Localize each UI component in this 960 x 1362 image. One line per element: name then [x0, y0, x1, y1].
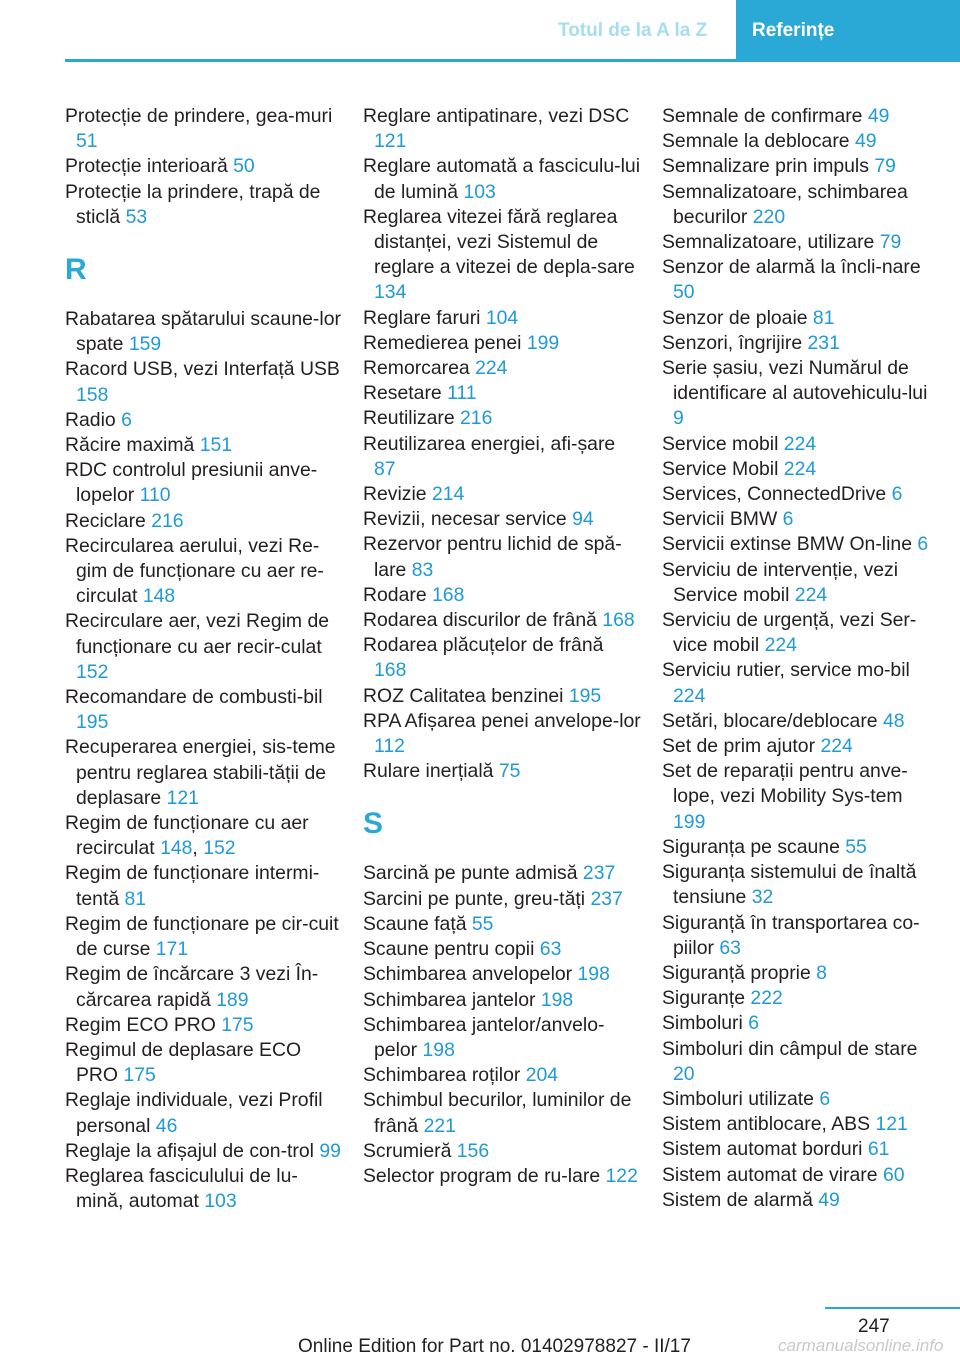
index-entry: [662, 911, 940, 961]
index-term: Remorcarea: [363, 357, 476, 380]
index-entry: [662, 709, 940, 734]
index-entry: [363, 482, 641, 507]
page-link[interactable]: 99: [319, 1139, 341, 1162]
index-entry: [662, 1037, 940, 1087]
index-term: Serviciu de intervenție, vezi Service mobil: [662, 558, 899, 606]
index-entry: [662, 759, 940, 835]
page-link[interactable]: 204: [525, 1064, 559, 1087]
index-entry: [363, 205, 641, 306]
index-entry: [363, 759, 641, 784]
index-entry: [65, 458, 343, 508]
index-entry: [363, 532, 641, 582]
index-entry: [363, 432, 641, 482]
index-term: Semnalizatoare, schimbarea becurilor: [662, 180, 908, 228]
index-term: Recomandare de combusti-bil: [65, 686, 323, 709]
index-term: Siguranța sistemului de înaltă tensiune: [662, 861, 917, 909]
index-entry: [662, 1011, 940, 1036]
index-term: Reglaje la afișajul de con-trol: [65, 1139, 320, 1162]
index-term: Regim de funcționare intermi-tentă: [65, 862, 320, 910]
page-link[interactable]: 216: [460, 407, 493, 430]
index-entry: [65, 962, 343, 1012]
index-entry: [662, 1163, 940, 1188]
page-link[interactable]: 49: [854, 130, 877, 153]
index-term: Selector program de ru-lare: [363, 1164, 606, 1187]
page-link[interactable]: 46: [155, 1114, 178, 1137]
index-entry: [65, 811, 343, 861]
index-entry: [662, 532, 940, 557]
index-term: Scrumieră: [363, 1139, 457, 1162]
index-term: Sistem automat de virare: [662, 1163, 883, 1186]
index-letter-heading: R: [65, 253, 87, 287]
index-term: Schimbarea jantelor: [363, 988, 541, 1011]
index-entry: [65, 685, 343, 735]
page-link[interactable]: 168: [374, 659, 407, 682]
index-column-2: [363, 104, 641, 1189]
footer-rule: [825, 1307, 960, 1309]
index-entry: [363, 861, 641, 886]
index-entry: [662, 961, 940, 986]
index-term: Protecție de prindere, gea-muri: [65, 105, 333, 127]
page-link[interactable]: 148: [142, 585, 176, 608]
index-term: Rodarea discurilor de frână: [363, 609, 603, 632]
page-link[interactable]: 49: [867, 105, 890, 127]
index-term: Scaune pentru copii: [363, 938, 540, 961]
section-tab[interactable]: Totul de la A la Z: [540, 0, 725, 59]
index-term: Regim ECO PRO: [65, 1013, 222, 1036]
index-term: Radio: [65, 408, 122, 431]
index-entry: [662, 306, 940, 331]
index-entry: [662, 457, 940, 482]
index-term: Protecție interioară: [65, 155, 234, 178]
page-link[interactable]: 104: [485, 306, 519, 329]
index-entry: [662, 608, 940, 658]
index-term: Schimbul becurilor, luminilor de frână: [363, 1089, 632, 1137]
page-link[interactable]: 121: [875, 1113, 908, 1136]
index-entry: [662, 1188, 940, 1213]
page-link[interactable]: 121: [374, 130, 407, 153]
index-term: Senzor de ploaie: [662, 306, 813, 329]
page-link[interactable]: 171: [155, 938, 189, 961]
page-link[interactable]: 199: [673, 810, 706, 833]
index-term: Siguranță proprie: [662, 961, 817, 984]
index-term: Regimul de deplasare ECO PRO: [65, 1038, 302, 1087]
index-entry: [65, 1139, 343, 1164]
index-term: Simboluri: [662, 1012, 749, 1035]
index-term: Reutilizare: [363, 407, 460, 430]
page-link[interactable]: 189: [216, 988, 249, 1011]
index-term: Service mobil: [662, 432, 784, 455]
page-link[interactable]: 8: [816, 961, 827, 984]
index-term: Racord USB, vezi Interfață USB: [65, 358, 340, 381]
index-entry: [65, 180, 343, 230]
index-entry: [363, 633, 641, 683]
index-entry: [363, 1164, 641, 1189]
index-entry: [662, 986, 940, 1011]
index-term: Simboluri utilizate: [662, 1087, 820, 1110]
page-link[interactable]: 198: [422, 1038, 455, 1061]
page-link[interactable]: 168: [602, 609, 635, 632]
index-entry: [65, 1013, 343, 1038]
page-link[interactable]: 237: [582, 862, 616, 885]
page-link[interactable]: 221: [423, 1114, 456, 1137]
index-term: Remedierea penei: [363, 331, 527, 354]
index-entry: [65, 534, 343, 610]
index-entry: [65, 1038, 343, 1088]
index-entry: [363, 1063, 641, 1088]
index-entry: [662, 860, 940, 910]
index-term: Resetare: [363, 382, 448, 405]
index-entry: [65, 1164, 343, 1214]
index-term: RPA Afișarea penei anvelope-lor: [363, 709, 641, 732]
page-link[interactable]: 224: [783, 432, 817, 455]
page-link[interactable]: 9: [673, 407, 684, 430]
index-term: Sistem antiblocare, ABS: [662, 1113, 876, 1136]
index-term: Sarcină pe punte admisă: [363, 862, 583, 885]
index-entry: [65, 735, 343, 811]
index-term: RDC controlul presiunii anve-lopelor: [65, 459, 318, 507]
page-link[interactable]: 6: [819, 1087, 831, 1110]
page-link[interactable]: 122: [605, 1164, 638, 1187]
page-link[interactable]: 175: [221, 1013, 254, 1036]
index-entry: [65, 154, 343, 179]
index-term: Sarcini pe punte, greu-tăți: [363, 887, 591, 910]
index-entry: [662, 180, 940, 230]
index-term: Recirculare aer, vezi Regim de funcționare cu aer recir-culat: [65, 610, 330, 658]
page-link[interactable]: 224: [673, 684, 706, 707]
index-term: Semnalizatoare, utilizare: [662, 231, 880, 254]
page-link[interactable]: 32: [751, 886, 774, 909]
page-link[interactable]: 152: [203, 837, 236, 860]
index-entry: [662, 734, 940, 759]
page-link[interactable]: 224: [764, 634, 797, 657]
page-link[interactable]: 224: [475, 357, 508, 380]
index-term: Recuperarea energiei, sis-teme pentru reglarea stabili-tății de deplasare: [65, 736, 336, 809]
index-term: Semnale la deblocare: [662, 130, 855, 153]
index-term: Regim de funcționare pe cir-cuit de curse: [65, 912, 339, 961]
page-link[interactable]: 134: [374, 281, 407, 304]
page-link[interactable]: 103: [463, 180, 496, 203]
page-link[interactable]: 121: [166, 786, 199, 809]
index-term: Recircularea aerului, vezi Re-gim de funcționare cu aer re-circulat: [65, 534, 324, 608]
page-link[interactable]: 20: [673, 1062, 695, 1085]
index-entry: [363, 507, 641, 532]
page-link[interactable]: 87: [374, 457, 396, 480]
index-term: Rodare: [363, 583, 432, 606]
page-link[interactable]: 231: [807, 331, 840, 354]
index-term: Schimbarea jantelor/anvelo-pelor: [363, 1013, 605, 1061]
index-entry: [662, 1137, 940, 1162]
index-entry: [363, 684, 641, 709]
index-term: Scaune față: [363, 912, 472, 935]
index-entry: [363, 583, 641, 608]
index-term: Protecție la prindere, trapă de sticlă: [65, 180, 321, 228]
page-link[interactable]: 220: [752, 205, 786, 228]
index-entry: [363, 381, 641, 406]
index-term: Semnalizare prin impuls: [662, 155, 875, 178]
page-link[interactable]: 224: [794, 583, 828, 606]
index-entry: [65, 307, 343, 357]
index-entry: [662, 507, 940, 532]
index-entry: [363, 331, 641, 356]
index-term: Serviciu rutier, service mo-bil: [662, 659, 910, 682]
page-link[interactable]: 224: [820, 735, 853, 758]
page-link[interactable]: 6: [891, 483, 903, 506]
page-link[interactable]: 79: [879, 231, 902, 254]
index-term: Siguranța pe scaune: [662, 835, 846, 858]
index-entry: [363, 1013, 641, 1063]
index-entry: [65, 861, 343, 911]
index-term: Simboluri din câmpul de stare: [662, 1037, 918, 1060]
index-term: Senzor de alarmă la încli-nare: [662, 256, 921, 279]
page-link[interactable]: 81: [812, 306, 835, 329]
index-entry: [662, 658, 940, 708]
page-link[interactable]: 103: [204, 1190, 237, 1213]
page-link[interactable]: 159: [128, 333, 162, 356]
page-link[interactable]: 175: [123, 1064, 156, 1087]
index-entry: [662, 356, 940, 432]
index-entry: [363, 988, 641, 1013]
page-link[interactable]: 224: [783, 457, 817, 480]
index-entry: [363, 306, 641, 331]
index-term: Rabatarea spătarului scaune-lor spate: [65, 308, 341, 356]
index-term: Service Mobil: [662, 457, 784, 480]
index-entry: [662, 432, 940, 457]
page-link[interactable]: 168: [432, 583, 465, 606]
page-link[interactable]: 50: [673, 281, 695, 304]
page-link[interactable]: 151: [199, 434, 233, 457]
index-term: Sistem automat borduri: [662, 1138, 868, 1161]
index-entry: [363, 912, 641, 937]
index-term: Setări, blocare/deblocare: [662, 709, 883, 732]
index-term: Reglarea fasciculului de lu-mină, automat: [65, 1164, 298, 1213]
watermark: carmanualsonline.info: [778, 1336, 944, 1355]
index-entry: [65, 408, 343, 433]
index-entry: [662, 230, 940, 255]
page-link[interactable]: 51: [76, 130, 98, 153]
page-link[interactable]: 158: [76, 383, 109, 406]
index-term: Siguranțe: [662, 987, 751, 1010]
index-entry: [662, 558, 940, 608]
page-link[interactable]: 50: [233, 155, 255, 178]
index-term: Rodarea plăcuțelor de frână: [363, 634, 604, 657]
index-term: Reglaje individuale, vezi Profil personal: [65, 1089, 323, 1137]
page-link[interactable]: 55: [471, 912, 494, 935]
index-entry: [363, 356, 641, 381]
page-link[interactable]: 75: [498, 760, 521, 783]
index-term: Reciclare: [65, 509, 152, 532]
page-link[interactable]: 6: [917, 533, 929, 556]
page-link[interactable]: 81: [124, 887, 147, 910]
index-entry: [662, 104, 940, 129]
page-link[interactable]: 199: [526, 331, 560, 354]
page-link[interactable]: 6: [748, 1012, 760, 1035]
page-link[interactable]: 214: [431, 483, 465, 506]
page-link[interactable]: 53: [125, 205, 148, 228]
page-link[interactable]: 49: [818, 1188, 840, 1211]
index-term: Semnale de confirmare: [662, 105, 868, 127]
index-entry: [662, 255, 940, 305]
header-rule: [65, 59, 960, 62]
page-link[interactable]: 63: [719, 936, 741, 959]
page-header: [0, 0, 960, 62]
page-link[interactable]: 148: [160, 837, 193, 860]
index-entry: [363, 406, 641, 431]
index-term: Set de prim ajutor: [662, 735, 821, 758]
index-term: Revizii, necesar service: [363, 508, 573, 531]
index-term: Serviciu de urgență, vezi Ser-vice mobil: [662, 609, 917, 657]
index-term: Sistem de alarmă: [662, 1188, 819, 1211]
index-entry: [662, 331, 940, 356]
index-entry: [363, 154, 641, 204]
index-term: Răcire maximă: [65, 434, 200, 457]
index-term: Rulare inerțială: [363, 760, 499, 783]
index-term: Siguranță în transportarea co-piilor: [662, 911, 920, 959]
index-term: Set de reparații pentru anve-lope, vezi Mobility Sys-tem: [662, 760, 908, 808]
index-term: Regim de încărcare 3 vezi În-cărcarea rapidă: [65, 963, 319, 1011]
index-entry: [363, 937, 641, 962]
page-link[interactable]: 83: [411, 558, 434, 581]
page-link[interactable]: 237: [590, 887, 623, 910]
page-link[interactable]: 79: [874, 155, 896, 178]
index-entry: [363, 962, 641, 987]
chapter-tab[interactable]: Referințe: [736, 0, 960, 59]
index-entry: [363, 709, 641, 759]
index-entry: [363, 1139, 641, 1164]
index-term: Reglarea vitezei fără reglarea distanței, vezi Sistemul de reglare a vitezei de depla-sare: [363, 205, 635, 279]
index-entry: [363, 608, 641, 633]
index-entry: [662, 129, 940, 154]
page-link[interactable]: 94: [572, 508, 594, 531]
page-link[interactable]: 195: [568, 684, 602, 707]
index-term: Serie șasiu, vezi Numărul de identificare al autovehiculu-lui: [662, 357, 928, 405]
index-entry: [65, 104, 343, 154]
page-link[interactable]: 55: [845, 835, 867, 858]
index-term: Schimbarea roților: [363, 1064, 526, 1087]
index-term: Senzori, îngrijire: [662, 331, 808, 354]
index-entry: [65, 609, 343, 685]
index-entry: [65, 433, 343, 458]
page-link[interactable]: 110: [139, 484, 171, 507]
index-entry: [65, 912, 343, 962]
index-term: Revizie: [363, 483, 432, 506]
index-term: Rezervor pentru lichid de spă-lare: [363, 533, 622, 581]
index-entry: [662, 154, 940, 179]
index-entry: [65, 357, 343, 407]
index-entry: [662, 1112, 940, 1137]
index-term: Regim de funcționare cu aer recirculat: [65, 812, 309, 860]
page-link[interactable]: 61: [867, 1138, 890, 1161]
index-term: Schimbarea anvelopelor: [363, 963, 578, 986]
page-link[interactable]: 222: [750, 987, 783, 1010]
index-column-3: [662, 104, 940, 1213]
index-term: Services, ConnectedDrive: [662, 483, 892, 506]
index-term: Reglare antipatinare, vezi DSC: [363, 105, 630, 127]
page-link[interactable]: 48: [882, 709, 905, 732]
index-column-1: [65, 104, 343, 1214]
index-entry: [65, 1088, 343, 1138]
page-link[interactable]: 6: [782, 508, 794, 531]
index-entry: [363, 104, 641, 154]
index-term: Reutilizarea energiei, afi-șare: [363, 432, 616, 455]
page-link[interactable]: 6: [121, 408, 132, 431]
index-term: ROZ Calitatea benzinei: [363, 684, 569, 707]
index-entry: [662, 835, 940, 860]
edition-footer: Online Edition for Part no. 01402978827 - II/17: [298, 1336, 691, 1357]
page-link[interactable]: 198: [540, 988, 574, 1011]
index-entry: [363, 1088, 641, 1138]
page-link[interactable]: 60: [882, 1163, 905, 1186]
index-term: Servicii BMW: [662, 508, 783, 531]
index-term: Reglare faruri: [363, 306, 486, 329]
page-link[interactable]: 112: [374, 735, 405, 758]
index-entry: [662, 1087, 940, 1112]
index-entry: [662, 482, 940, 507]
page-link[interactable]: 111: [447, 382, 477, 405]
page-link[interactable]: 198: [577, 963, 610, 986]
page-link[interactable]: 195: [76, 711, 109, 734]
separator: ,: [192, 837, 204, 860]
page-link[interactable]: 156: [456, 1139, 490, 1162]
page-link[interactable]: 152: [76, 660, 109, 683]
index-term: Reglare automată a fasciculu-lui de lumină: [363, 155, 640, 203]
index-entry: [363, 887, 641, 912]
page-number: 247: [858, 1316, 890, 1337]
index-entry: [65, 509, 343, 534]
index-letter-heading: S: [363, 807, 384, 841]
index-term: Servicii extinse BMW On-line: [662, 533, 918, 556]
page-link[interactable]: 63: [539, 938, 562, 961]
page-link[interactable]: 216: [151, 509, 184, 532]
